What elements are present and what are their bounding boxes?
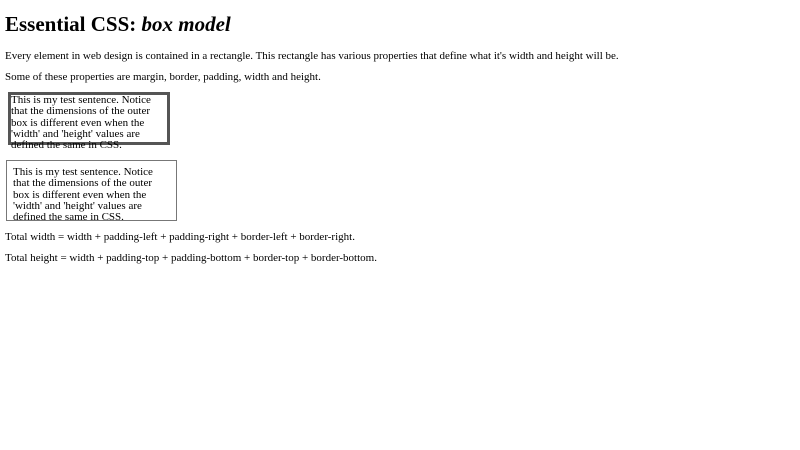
page-title <box>5 12 231 36</box>
padded-box <box>6 160 177 224</box>
properties-paragraph: Some of these properties are margin, border, padding, width and height. <box>5 71 321 83</box>
thick-border-box <box>8 92 170 152</box>
page-title-emphasis: box model <box>141 12 231 36</box>
total-width-formula: Total width = width + padding-left + padding-right + border-left + border-right. <box>5 231 355 243</box>
padded-box-text: This is my test sentence. Notice that the dimensions of the outer box is different even when the 'width' and 'height' values are defined the same in CSS. <box>13 166 153 224</box>
thick-border-box-text: This is my test sentence. Notice that the dimensions of the outer box is different even when the 'width' and 'height' values are defined the same in CSS. <box>11 94 151 152</box>
page-title-prefix: Essential CSS: <box>5 12 142 36</box>
total-height-formula: Total height = width + padding-top + padding-bottom + border-top + border-bottom. <box>5 252 377 264</box>
intro-paragraph: Every element in web design is contained in a rectangle. This rectangle has various properties that define what it's width and height will be. <box>5 50 619 62</box>
